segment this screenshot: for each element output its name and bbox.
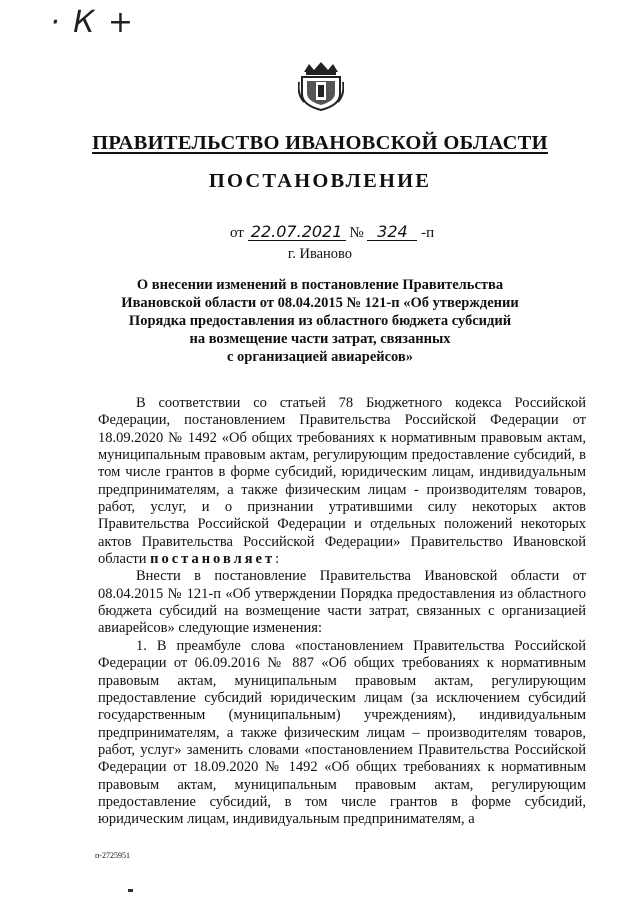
number-suffix: -п	[421, 225, 435, 241]
document-type: ПОСТАНОВЛЕНИЕ	[208, 170, 432, 192]
subject-line: Ивановской области от 08.04.2015 № 121-п «Об утверждении	[121, 295, 519, 311]
date-value: 22.07.2021	[248, 224, 346, 241]
city: г. Иваново	[287, 246, 353, 262]
subject-line: с организацией авиарейсов»	[226, 349, 414, 365]
document-number: 324	[367, 224, 417, 241]
subject-line: на возмещение части затрат, связанных	[189, 331, 451, 347]
organization-title: ПРАВИТЕЛЬСТВО ИВАНОВСКОЙ ОБЛАСТИ	[92, 132, 548, 154]
scan-mark	[128, 889, 133, 892]
footer-code: п-2725951	[95, 851, 130, 860]
date-prefix: от	[230, 225, 244, 241]
decree-colon: :	[275, 551, 280, 568]
number-sign: №	[349, 225, 364, 241]
subject-line: Порядка предоставления из областного бюджета субсидий	[128, 313, 512, 329]
document-body	[98, 395, 586, 829]
body-paragraph-preamble	[98, 395, 586, 568]
handwritten-mark: · К +	[50, 5, 136, 40]
body-paragraph-item-1: 1. В преамбуле слова «постановлением Правительства Российской Федерации от 06.09.2016 № 887 «Об общих требованиях к нормативным правовым актам, муниципальным правовым актам, регулирующим предоставление субсидий юридическим лицам (за исключением субсидий государственным (муниципальным) учреждениям), индивидуальным предпринимателям, а также физическим лицам – производителям товаров, работ, услуг» заменить словами «постановлением Правительства Российской Федерации от 18.09.2020 № 1492 «Об общих требованиях к нормативным правовым актам, муниципальным правовым актам, регулирующим предоставление субсидий, в том числе грантов в форме субсидий, юридическим лицам, индивидуальным предпринимателям, а	[98, 637, 586, 828]
preamble-text: В соответствии со статьей 78 Бюджетного кодекса Российской Федерации, постановлением Правительства Российской Федерации от 18.09.2020 № 1492 «Об общих требованиях к нормативным правовым актам, муниципальным правовым актам, регулирующим предоставление субсидий, в том числе грантов в форме субсидий, юридическим лицам, индивидуальным предпринимателям, а также физическим лицам - производителям товаров, работ, услуг, и о признании утратившими силу некоторых актов Правительства Российской Федерации и отдельных положений некоторых актов Правительства Российской Федерации» Правительство Ивановской области	[98, 395, 586, 568]
decree-word: постановляет	[150, 551, 276, 568]
ivanovo-coat-of-arms-icon	[298, 60, 344, 112]
subject-line: О внесении изменений в постановление Правительства	[136, 277, 504, 293]
body-paragraph-amend: Внести в постановление Правительства Ивановской области от 08.04.2015 № 121-п «Об утверждении Порядка предоставления из областного бюджета субсидий на возмещение части затрат, связанных с организацией авиарейсов» следующие изменения:	[98, 568, 586, 637]
document-subject	[110, 276, 530, 366]
dateline	[230, 224, 434, 242]
